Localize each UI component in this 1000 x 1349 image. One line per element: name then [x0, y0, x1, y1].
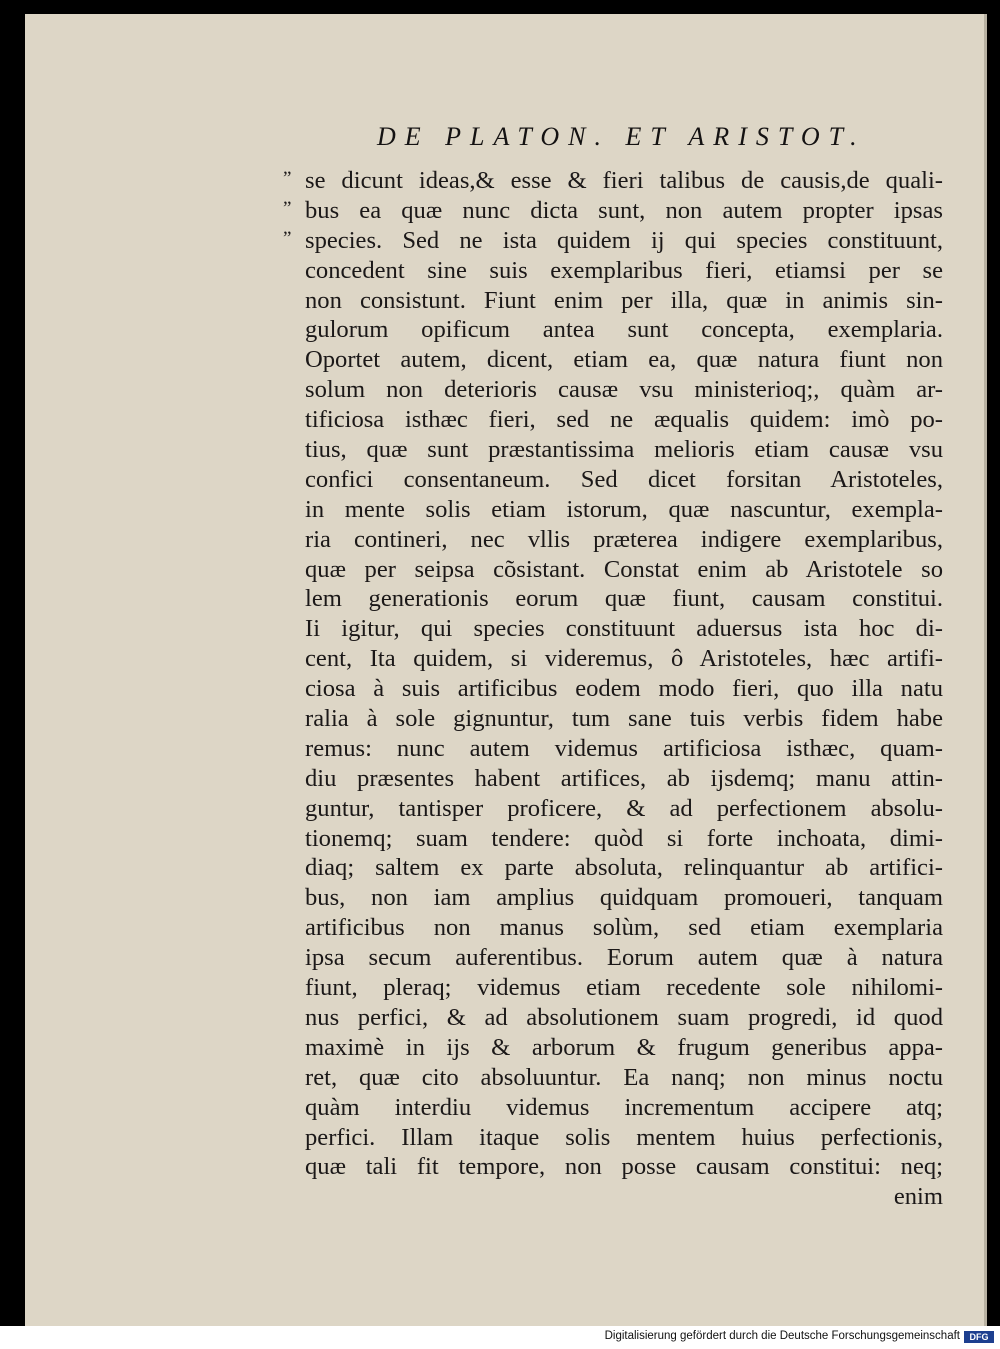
text-line-content: lem generationis eorum quæ fiunt, causam constitui.	[305, 585, 943, 613]
text-line	[283, 525, 943, 555]
text-line-content: confici consentaneum. Sed dicet forsitan Aristoteles,	[305, 465, 943, 493]
text-line-content: perfici. Illam itaque solis mentem huius perfectionis,	[305, 1123, 943, 1151]
digitization-footer	[0, 1326, 1000, 1349]
text-line	[283, 226, 943, 256]
text-line	[283, 674, 943, 704]
text-line-content: fiunt, pleraq; videmus etiam recedente sole nihilomi-	[305, 974, 943, 1002]
text-line	[283, 704, 943, 734]
text-line-content: ipsa secum auferentibus. Eorum autem quæ à natura	[305, 944, 943, 972]
text-line-content: quæ tali fit tempore, non posse causam constitui: neq;	[305, 1153, 943, 1181]
text-line	[283, 1003, 943, 1033]
dfg-logo-icon: DFG	[964, 1331, 994, 1343]
text-line-content: nus perfici, & ad absolutionem suam progredi, id quod	[305, 1003, 943, 1031]
text-line-content: diaq; saltem ex parte absoluta, relinquantur ab artifici-	[305, 854, 943, 882]
text-line	[283, 465, 943, 495]
text-line	[283, 614, 943, 644]
text-line	[283, 913, 943, 943]
text-line	[283, 1093, 943, 1123]
funding-credit: Digitalisierung gefördert durch die Deutsche Forschungsgemeinschaft	[604, 1330, 960, 1342]
text-line	[283, 435, 943, 465]
text-line-content: non consistunt. Fiunt enim per illa, quæ in animis sin-	[305, 286, 943, 314]
text-line	[283, 824, 943, 854]
text-line-content: species. Sed ne ista quidem ij qui species constituunt,	[305, 226, 943, 254]
text-line	[283, 166, 943, 196]
text-line-content: Oportet autem, dicent, etiam ea, quæ natura fiunt non	[305, 346, 943, 374]
text-line-content: cent, Ita quidem, si videremus, ô Aristoteles, hæc artifi-	[305, 645, 943, 673]
text-line-content: artificibus non manus solùm, sed etiam exemplaria	[305, 914, 943, 942]
text-line	[283, 943, 943, 973]
text-line-content: tionemq; suam tendere: quòd si forte inchoata, dimi-	[305, 824, 943, 852]
text-line	[283, 644, 943, 674]
text-block	[283, 166, 943, 1212]
quotation-marker: ”	[283, 168, 292, 189]
text-line	[283, 1152, 943, 1182]
text-line	[283, 1033, 943, 1063]
text-line	[283, 734, 943, 764]
text-line	[283, 345, 943, 375]
text-line-content: tius, quæ sunt præstantissima melioris etiam causæ vsu	[305, 436, 943, 464]
quotation-marker: ”	[283, 227, 292, 249]
text-line-content: concedent sine suis exemplaribus fieri, etiamsi per se	[305, 256, 943, 284]
text-line	[283, 315, 943, 345]
text-line	[283, 1123, 943, 1153]
text-line-content: maximè in ijs & arborum & frugum generibus appa-	[305, 1033, 943, 1061]
text-line-content: solum non deterioris causæ vsu ministerioq;, quàm ar-	[305, 376, 943, 404]
text-line-content: ret, quæ cito absoluuntur. Ea nanq; non minus noctu	[305, 1063, 943, 1091]
text-line-content: ciosa à suis artificibus eodem modo fieri, quo illa natu	[305, 675, 943, 703]
text-line-content: gulorum opificum antea sunt concepta, exemplaria.	[305, 316, 943, 344]
text-line-content: bus, non iam amplius quidquam promoueri, tanquam	[305, 884, 943, 912]
text-line-content: guntur, tantisper proficere, & ad perfectionem absolu-	[305, 794, 943, 822]
text-line	[283, 1063, 943, 1093]
text-line-content: ralia à sole gignuntur, tum sane tuis verbis fidem habe	[305, 705, 943, 733]
text-line	[283, 1182, 943, 1212]
text-line	[283, 286, 943, 316]
text-line	[283, 764, 943, 794]
text-line-content: bus ea quæ nunc dicta sunt, non autem propter ipsas	[305, 196, 943, 224]
text-line-content: ria contineri, nec vllis præterea indigere exemplaribus,	[305, 525, 943, 553]
text-line	[283, 555, 943, 585]
text-line	[283, 883, 943, 913]
text-line	[283, 495, 943, 525]
text-line	[283, 973, 943, 1003]
running-head: DE PLATON. ET ARISTOT.	[377, 122, 866, 151]
text-line	[283, 794, 943, 824]
text-line	[283, 256, 943, 286]
text-line-content: quæ per seipsa cõsistant. Constat enim ab Aristotele so	[305, 555, 943, 583]
quotation-marker: ”	[283, 197, 292, 219]
text-line-content: tificiosa isthæc fieri, sed ne æqualis quidem: imò po-	[305, 406, 943, 434]
text-line	[283, 853, 943, 883]
text-line-content: Ii igitur, qui species constituunt aduersus ista hoc di-	[305, 615, 943, 643]
text-line-content: quàm interdiu videmus incrementum accipere atq;	[305, 1093, 943, 1121]
text-line	[283, 584, 943, 614]
text-line-content: in mente solis etiam istorum, quæ nascuntur, exempla-	[305, 495, 943, 523]
text-line-content: remus: nunc autem videmus artificiosa isthæc, quam-	[305, 734, 943, 762]
text-line-content: se dicunt ideas,& esse & fieri talibus de causis,de quali-	[305, 167, 943, 194]
text-line-content: diu præsentes habent artifices, ab ijsdemq; manu attin-	[305, 764, 943, 792]
book-page	[25, 14, 987, 1326]
text-line	[283, 405, 943, 435]
text-line	[283, 196, 943, 226]
text-line	[283, 375, 943, 405]
text-line-content: enim	[893, 1183, 943, 1211]
